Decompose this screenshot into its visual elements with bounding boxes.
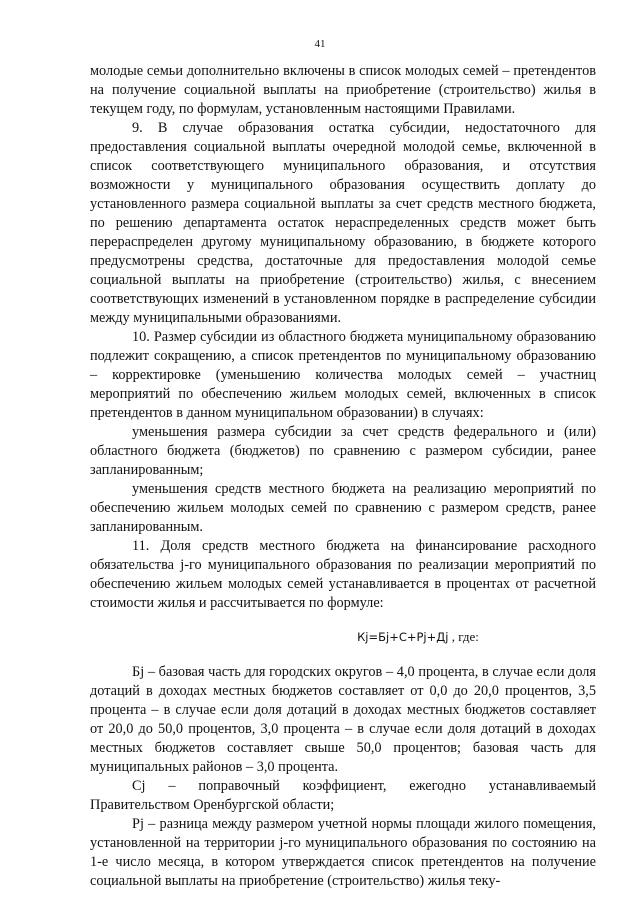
- page-number: 41: [314, 38, 326, 50]
- formula-expression: Кj=Бj+С+Рj+Дj: [357, 630, 449, 644]
- paragraph: уменьшения размера субсидии за счет средств федерального и (или) областного бюджета (бюджетов) по сравнению с размером субсидии, ранее запланированным;: [90, 424, 596, 478]
- formula: [90, 627, 596, 647]
- paragraph: 10. Размер субсидии из областного бюджета муниципальному образованию подлежит сокращению, а список претендентов по муниципальному образованию – корректировке (уменьшению количества молодых семей – участниц мероприятий по обеспечению жильем молодых семей, включенных в список претендентов в данном муниципальном образовании) в случаях:: [90, 329, 596, 421]
- body-text: [90, 62, 596, 891]
- paragraph: Pj – разница между размером учетной нормы площади жилого помещения, установленной на территории j-го муниципального образования по состоянию на 1-е число месяца, в котором утверждается список претендентов на получение социальной выплаты на приобретение (строительство) жилья теку-: [90, 816, 596, 889]
- formula-suffix: , где:: [451, 629, 479, 644]
- paragraph: Cj – поправочный коэффициент, ежегодно устанавливаемый Правительством Оренбургской области;: [90, 778, 596, 813]
- paragraph: молодые семьи дополнительно включены в список молодых семей – претендентов на получение социальной выплаты на приобретение (строительство) жилья в текущем году, по формулам, установленным настоящими Правилами.: [90, 63, 596, 117]
- paragraph: уменьшения средств местного бюджета на реализацию мероприятий по обеспечению жильем молодых семей по сравнению с размером средств, ранее запланированным.: [90, 481, 596, 535]
- paragraph: 11. Доля средств местного бюджета на финансирование расходного обязательства j-го муниципального образования по реализации мероприятий по обеспечению жильем молодых семей устанавливается в процентах от расчетной стоимости жилья и рассчитывается по формуле:: [90, 538, 596, 611]
- paragraph: Бj – базовая часть для городских округов – 4,0 процента, в случае если доля дотаций в доходах местных бюджетов составляет от 0,0 до 20,0 процентов, 3,5 процента – в случае если доля дотаций в доходах местных бюджетов составляет от 20,0 до 50,0 процентов, 3,0 процента – в случае если доля дотаций в доходах местных бюджетов составляет свыше 50,0 процентов; базовая часть для муниципальных районов – 3,0 процента.: [90, 664, 596, 775]
- paragraph: 9. В случае образования остатка субсидии, недостаточного для предоставления социальной выплаты очередной молодой семье, включенной в список соответствующего муниципального образования, и отсутствия возможности у муниципального образования осуществить доплату до установленного размера социальной выплаты за счет средств местного бюджета, по решению департамента остаток нераспределенных средств может быть перераспределен другому муниципальному образованию, в бюджете которого предусмотрены средства, достаточные для предоставления молодой семье социальной выплаты на приобретение (строительство) жилья, с внесением соответствующих изменений в установленном порядке в распределение субсидии между муниципальными образованиями.: [90, 120, 596, 326]
